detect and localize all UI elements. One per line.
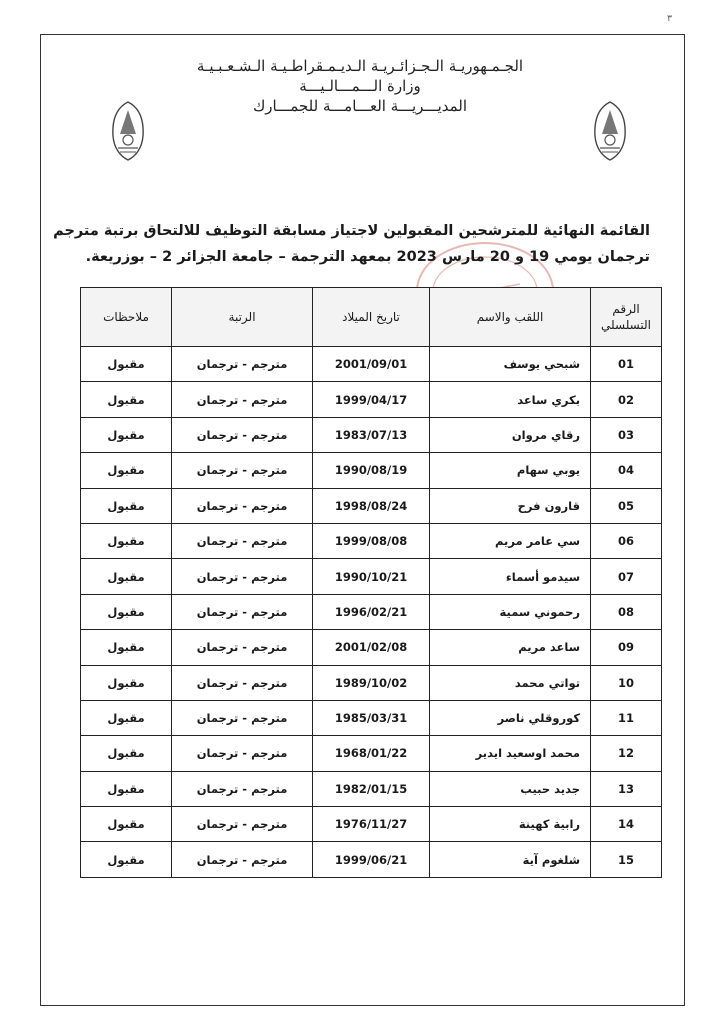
table-row (81, 771, 662, 806)
cell-rank: مترجم - ترجمان (172, 417, 313, 452)
cell-dob: 2001/02/08 (313, 630, 430, 665)
cell-name: شبحي يوسف (430, 347, 591, 382)
cell-name: شلغوم آية (430, 842, 591, 877)
cell-rank: مترجم - ترجمان (172, 347, 313, 382)
document-title (53, 218, 650, 270)
cell-dob: 1976/11/27 (313, 807, 430, 842)
cell-name: سيدمو أسماء (430, 559, 591, 594)
header-rank: الرتبة (172, 288, 313, 347)
cell-dob: 2001/09/01 (313, 347, 430, 382)
cell-serial: 05 (591, 488, 662, 523)
cell-dob: 1983/07/13 (313, 417, 430, 452)
table-row (81, 382, 662, 417)
cell-serial: 01 (591, 347, 662, 382)
header-name: اللقب والاسم (430, 288, 591, 347)
cell-rank: مترجم - ترجمان (172, 559, 313, 594)
cell-rank: مترجم - ترجمان (172, 453, 313, 488)
header-ministry: وزارة الـــمـــالـيـــة (299, 77, 421, 95)
cell-rank: مترجم - ترجمان (172, 523, 313, 558)
cell-name: ساعد مريم (430, 630, 591, 665)
cell-notes: مقبول (81, 700, 172, 735)
cell-serial: 08 (591, 594, 662, 629)
cell-serial: 07 (591, 559, 662, 594)
cell-name: سي عامر مريم (430, 523, 591, 558)
cell-dob: 1990/08/19 (313, 453, 430, 488)
cell-serial: 13 (591, 771, 662, 806)
customs-emblem-icon (110, 100, 146, 162)
cell-rank: مترجم - ترجمان (172, 382, 313, 417)
cell-dob: 1990/10/21 (313, 559, 430, 594)
cell-serial: 02 (591, 382, 662, 417)
cell-serial: 11 (591, 700, 662, 735)
cell-rank: مترجم - ترجمان (172, 771, 313, 806)
title-line-1: القائمة النهائية للمترشحين المقبولين لاجتياز مسابقة التوظيف للالتحاق برتبة مترجم (53, 223, 650, 239)
cell-rank: مترجم - ترجمان (172, 594, 313, 629)
page-corner-mark: ٣ (667, 14, 672, 24)
cell-serial: 14 (591, 807, 662, 842)
table-row (81, 700, 662, 735)
cell-notes: مقبول (81, 736, 172, 771)
cell-rank: مترجم - ترجمان (172, 736, 313, 771)
document-header (150, 56, 570, 116)
cell-name: كوروقلي ناصر (430, 700, 591, 735)
header-serial: الرقم التسلسلي (591, 288, 662, 347)
cell-notes: مقبول (81, 417, 172, 452)
header-dob: تاريخ الميلاد (313, 288, 430, 347)
cell-notes: مقبول (81, 347, 172, 382)
cell-serial: 12 (591, 736, 662, 771)
cell-dob: 1996/02/21 (313, 594, 430, 629)
table-row (81, 736, 662, 771)
cell-rank: مترجم - ترجمان (172, 807, 313, 842)
cell-serial: 03 (591, 417, 662, 452)
cell-dob: 1968/01/22 (313, 736, 430, 771)
cell-serial: 09 (591, 630, 662, 665)
cell-serial: 06 (591, 523, 662, 558)
cell-name: يوبي سهام (430, 453, 591, 488)
cell-serial: 15 (591, 842, 662, 877)
cell-dob: 1999/06/21 (313, 842, 430, 877)
table-row (81, 630, 662, 665)
cell-dob: 1985/03/31 (313, 700, 430, 735)
cell-rank: مترجم - ترجمان (172, 488, 313, 523)
cell-rank: مترجم - ترجمان (172, 630, 313, 665)
cell-name: جديد حبيب (430, 771, 591, 806)
cell-name: قارون فرح (430, 488, 591, 523)
cell-notes: مقبول (81, 842, 172, 877)
cell-notes: مقبول (81, 665, 172, 700)
cell-notes: مقبول (81, 559, 172, 594)
cell-name: رابية كهينة (430, 807, 591, 842)
customs-emblem-icon (592, 100, 628, 162)
cell-name: بكري ساعد (430, 382, 591, 417)
table-row (81, 807, 662, 842)
cell-notes: مقبول (81, 382, 172, 417)
cell-notes: مقبول (81, 488, 172, 523)
cell-notes: مقبول (81, 594, 172, 629)
cell-notes: مقبول (81, 630, 172, 665)
table-row (81, 453, 662, 488)
table-header-row (81, 288, 662, 347)
title-line-2: ترجمان يومي 19 و 20 مارس 2023 بمعهد الترجمة – جامعة الجزائر 2 – بوزريعة. (85, 249, 650, 265)
table-row (81, 665, 662, 700)
cell-serial: 04 (591, 453, 662, 488)
cell-notes: مقبول (81, 523, 172, 558)
table-row (81, 559, 662, 594)
table-row (81, 523, 662, 558)
table-row (81, 417, 662, 452)
header-republic: الجـمـهوريـة الـجـزائـريـة الـديـمـقراطـيـة الـشـعـبـيـة (196, 57, 524, 75)
cell-notes: مقبول (81, 771, 172, 806)
cell-rank: مترجم - ترجمان (172, 700, 313, 735)
cell-dob: 1982/01/15 (313, 771, 430, 806)
cell-name: رحموني سمية (430, 594, 591, 629)
candidates-table (80, 287, 662, 878)
cell-name: تواتي محمد (430, 665, 591, 700)
table-row (81, 488, 662, 523)
cell-dob: 1989/10/02 (313, 665, 430, 700)
cell-rank: مترجم - ترجمان (172, 665, 313, 700)
table-row (81, 594, 662, 629)
cell-dob: 1999/08/08 (313, 523, 430, 558)
cell-notes: مقبول (81, 453, 172, 488)
cell-rank: مترجم - ترجمان (172, 842, 313, 877)
cell-name: محمد اوسعيد ايدير (430, 736, 591, 771)
cell-dob: 1999/04/17 (313, 382, 430, 417)
cell-notes: مقبول (81, 807, 172, 842)
header-notes: ملاحظات (81, 288, 172, 347)
table-row (81, 347, 662, 382)
cell-name: رقاي مروان (430, 417, 591, 452)
table-row (81, 842, 662, 877)
cell-serial: 10 (591, 665, 662, 700)
cell-dob: 1998/08/24 (313, 488, 430, 523)
header-directorate: المديـــريـــة العـــامـــة للجمـــارك (252, 97, 468, 115)
